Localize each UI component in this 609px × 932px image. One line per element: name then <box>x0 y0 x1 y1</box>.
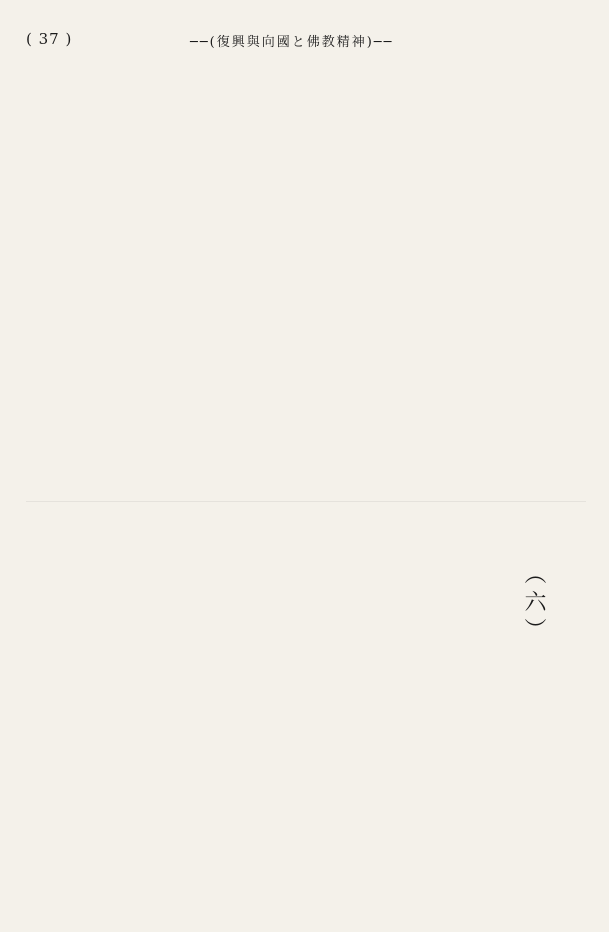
text-column <box>125 64 152 498</box>
text-column <box>404 64 431 498</box>
page-number: ( 37 ) <box>26 30 73 48</box>
text-column <box>156 64 183 498</box>
text-column <box>32 64 59 498</box>
text-column <box>451 506 478 910</box>
text-column <box>110 506 137 910</box>
text-column <box>234 506 261 910</box>
text-column <box>342 64 369 498</box>
text-column <box>497 64 524 498</box>
text-column <box>420 506 447 910</box>
text-column <box>358 506 385 910</box>
text-column <box>373 64 400 498</box>
upper-text-block <box>26 64 586 498</box>
text-column <box>327 506 354 910</box>
text-column <box>311 64 338 498</box>
text-column <box>218 64 245 498</box>
text-column <box>79 506 106 910</box>
text-column <box>141 506 168 910</box>
lower-text-block <box>26 506 586 910</box>
text-column <box>265 506 292 910</box>
text-column <box>528 64 555 498</box>
text-column <box>280 64 307 498</box>
running-head: ──(復興與向國と佛教精神)── <box>190 35 394 50</box>
text-column <box>249 64 276 498</box>
text-column <box>559 506 586 910</box>
text-column <box>389 506 416 910</box>
text-column <box>172 506 199 910</box>
text-column <box>187 64 214 498</box>
text-column <box>482 506 509 910</box>
text-column <box>63 64 90 498</box>
text-column <box>94 64 121 498</box>
text-column <box>435 64 462 498</box>
block-divider <box>26 501 586 502</box>
text-column <box>466 64 493 498</box>
text-column <box>296 506 323 910</box>
section-heading: （六） <box>521 562 546 646</box>
text-column <box>203 506 230 910</box>
text-column <box>559 64 586 498</box>
